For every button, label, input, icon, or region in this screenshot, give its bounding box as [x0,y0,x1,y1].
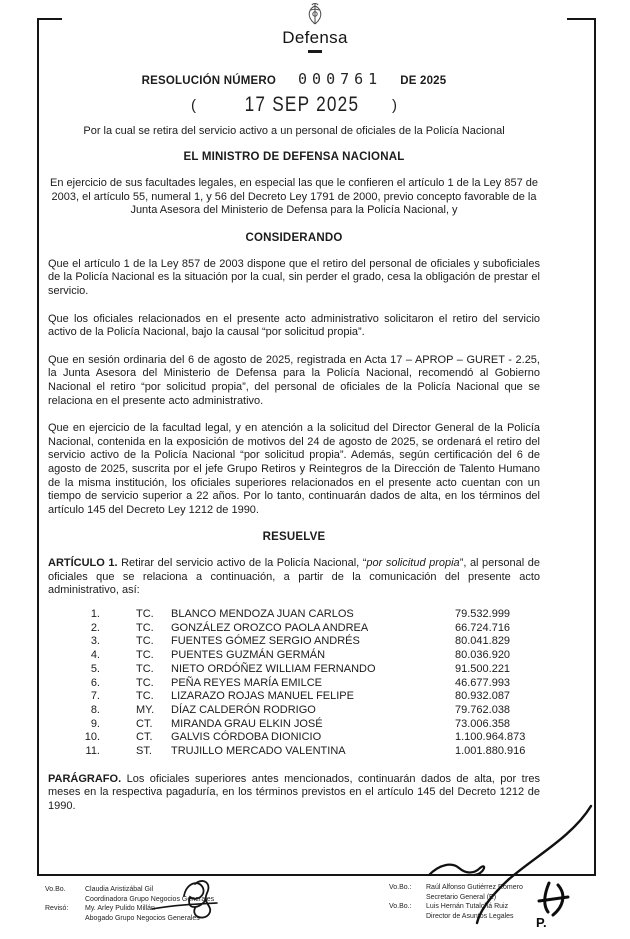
signoff-label: Revisó: [45,905,69,913]
date-stamp: 17 SEP 2025 [244,93,360,116]
officer-row [48,677,540,691]
footer-right-signoff [389,883,523,921]
signoff-spacer [45,895,85,905]
signoff-name: Claudia Aristizábal Gil [85,886,154,893]
officer-no: 2. [90,621,100,634]
officer-name: GONZÁLEZ OROZCO PAOLA ANDREA [171,621,369,634]
officer-rank: CT. [136,717,153,730]
signoff-label: Vo.Bo. [45,886,66,893]
articulo-paragraph [48,557,540,598]
officer-id: 1.001.880.916 [455,745,526,758]
officer-no: 9. [90,717,100,730]
signoff-role: Director de Asuntos Legales [426,912,514,920]
officer-row [48,745,540,759]
officer-no: 10. [84,731,100,744]
officer-row [48,608,540,622]
officer-rank: CT. [136,731,153,744]
officer-no: 5. [90,662,100,675]
officer-id: 91.500.221 [455,662,511,675]
officer-row [48,622,540,636]
officer-name: PUENTES GUZMÁN GERMÁN [171,649,326,662]
officer-no: 11. [85,745,100,758]
officer-rank: TC. [136,690,154,703]
resolution-title-row [48,70,540,88]
officer-name: GALVIS CÓRDOBA DIONICIO [171,731,322,744]
officer-rank: TC. [136,662,154,675]
articulo-label: ARTÍCULO 1. [48,557,118,570]
considerando-paragraph: Que en sesión ordinaria del 6 de agosto de 2025, registrada en Acta 17 – APROP – GURET - 2.25, la Junta Asesora del Ministerio de Defensa para la Policía Nacional, recomendó al Gobierno Nacional el retiro “por solicitud propia”, del personal de oficiales de la Policía Nacional que se relaciona en el presente acto administrativo. [48,353,540,407]
minister-heading: EL MINISTRO DE DEFENSA NACIONAL [183,151,405,163]
signature-flourish-right [539,883,568,915]
footer-right-grid [389,883,523,921]
officer-row [48,731,540,745]
officer-id: 79.532.999 [455,608,511,621]
officer-no: 1. [90,608,100,621]
signoff-name: Raúl Alfonso Gutiérrez Romero [426,884,523,891]
resuelve-heading: RESUELVE [262,531,326,544]
officer-id: 80.041.829 [455,635,511,648]
officer-no: 3. [90,635,100,648]
signoff-spacer [389,912,426,922]
officer-name: DÍAZ CALDERÓN RODRIGO [171,703,316,716]
officer-no: 7. [90,690,100,703]
signoff-name: Luis Hernán Tutalchá Ruiz [426,903,509,911]
subject-line: Por la cual se retira del servicio activo a un personal de oficiales de la Policía Nacional [83,125,505,137]
paragrafo-paragraph [48,773,540,814]
date-stamp-row [48,92,540,118]
officer-id: 66.724.716 [455,621,511,634]
officer-rank: ST. [136,745,152,758]
signoff-label: Vo.Bo.: [389,903,412,911]
officer-rank: TC. [136,676,154,689]
officer-rank: MY. [136,703,155,716]
articulo-text-after: ”, al personal de oficiales que se relaciona a continuación, a partir de la comunicación del presente acto administrativo, así: [48,557,540,597]
officer-id: 1.100.964.873 [455,731,526,744]
officer-name: TRUJILLO MERCADO VALENTINA [171,745,346,758]
officer-name: NIETO ORDÓÑEZ WILLIAM FERNANDO [171,662,376,675]
signature-initial: P. [536,915,547,930]
officer-id: 73.006.358 [455,717,511,730]
considerando-paragraph: Que el artículo 1 de la Ley 857 de 2003 dispone que el retiro del personal de oficiales y suboficiales de la Policía Nacional es la situación por la cual, sin perder el grado, cesa la obligación de prestar el servicio. [48,257,540,297]
officer-name: MIRANDA GRAU ELKIN JOSÉ [171,717,323,730]
signoff-role: Abogado Grupo Negocios Generales [85,914,200,922]
officer-name: LIZARAZO ROJAS MANUEL FELIPE [171,690,354,703]
resolution-year: DE 2025 [400,75,447,87]
officer-row [48,635,540,649]
officer-no: 6. [90,676,100,689]
considerando-paragraph: Que los oficiales relacionados en el presente acto administrativo solicitaron el retiro del servicio activo de la Policía Nacional, bajo la causal “por solicitud propia”. [48,312,540,339]
articulo-text-before: Retirar del servicio activo de la Policía Nacional, “ [117,557,367,570]
officer-row [48,704,540,718]
officer-row [48,649,540,663]
officer-id: 80.932.087 [455,690,511,703]
officer-row [48,718,540,732]
officer-row [48,663,540,677]
officer-rank: TC. [136,649,154,662]
officer-name: FUENTES GÓMEZ SERGIO ANDRÉS [171,635,360,648]
officer-name: BLANCO MENDOZA JUAN CARLOS [171,608,354,621]
signoff-label: Vo.Bo.: [389,884,412,891]
officers-list [48,608,540,759]
resolution-number-stamp: 000761 [298,70,383,88]
signoff-role: Coordinadora Grupo Negocios Generales [85,895,215,903]
ministry-crest-icon [303,2,327,28]
officer-rank: TC. [136,621,154,634]
articulo-italic-phrase: por solicitud propia [366,557,460,570]
officer-no: 8. [90,703,100,716]
footer-left-grid [45,885,214,923]
paragrafo-text: Los oficiales superiores antes mencionados, continuarán dados de alta, por tres meses en la respectiva pagaduría, en los términos previstos en el artículo 145 del Decreto 1212 de 1990. [48,772,540,812]
officer-id: 79.762.038 [455,703,511,716]
signoff-spacer [45,914,85,924]
considerando-paragraph: Que en ejercicio de la facultad legal, y en atención a la solicitud del Director General de la Policía Nacional, contenida en la exposición de motivos del 24 de agosto de 2025, se ordenará el retiro del servicio activo de la Policía Nacional “por solicitud propia”. Además, según certificación del 6 de agosto de 2025, suscrita por el jefe Grupo Retiros y Reintegros de la Dirección de Talento Humano de la misma institución, los oficiales superiores relacionados en el presente acto cuentan con un tiempo de servicio superior a 22 años. Por lo tanto, continuarán dados de alta, en los términos del artículo 145 del Decreto Ley 1212 de 1990. [48,422,540,516]
intro-paragraph: En ejercicio de sus facultades legales, en especial las que le confieren el artículo 1 de la Ley 857 de 2003, el artículo 55, numeral 1, y 56 del Decreto Ley 1791 de 2000, previo concepto favorable de la Junta Asesora del Ministerio de Defensa para la Policía Nacional, y [50,177,538,217]
officer-rank: TC. [136,608,154,621]
footer-left-signoff [45,885,214,923]
officer-no: 4. [90,649,100,662]
ministry-logo-block [0,2,630,53]
document-frame [37,18,596,876]
signoff-name: My. Arley Pulido Millán [85,905,155,913]
brand-text: Defensa [282,28,348,47]
officer-rank: TC. [136,635,154,648]
resolution-title-label: RESOLUCIÓN NÚMERO [141,75,277,87]
paragrafo-label: PARÁGRAFO. [48,772,122,785]
considerando-heading: CONSIDERANDO [245,231,343,244]
signoff-spacer [389,893,426,903]
officer-name: PEÑA REYES MARÍA EMILCE [171,676,322,689]
open-paren: ( [191,96,197,114]
officer-row [48,690,540,704]
close-paren: ) [391,96,397,114]
officer-id: 80.036.920 [455,649,511,662]
officer-id: 46.677.993 [455,676,511,689]
brand-dash [308,50,322,53]
signoff-role: Secretario General (E) [426,893,497,901]
